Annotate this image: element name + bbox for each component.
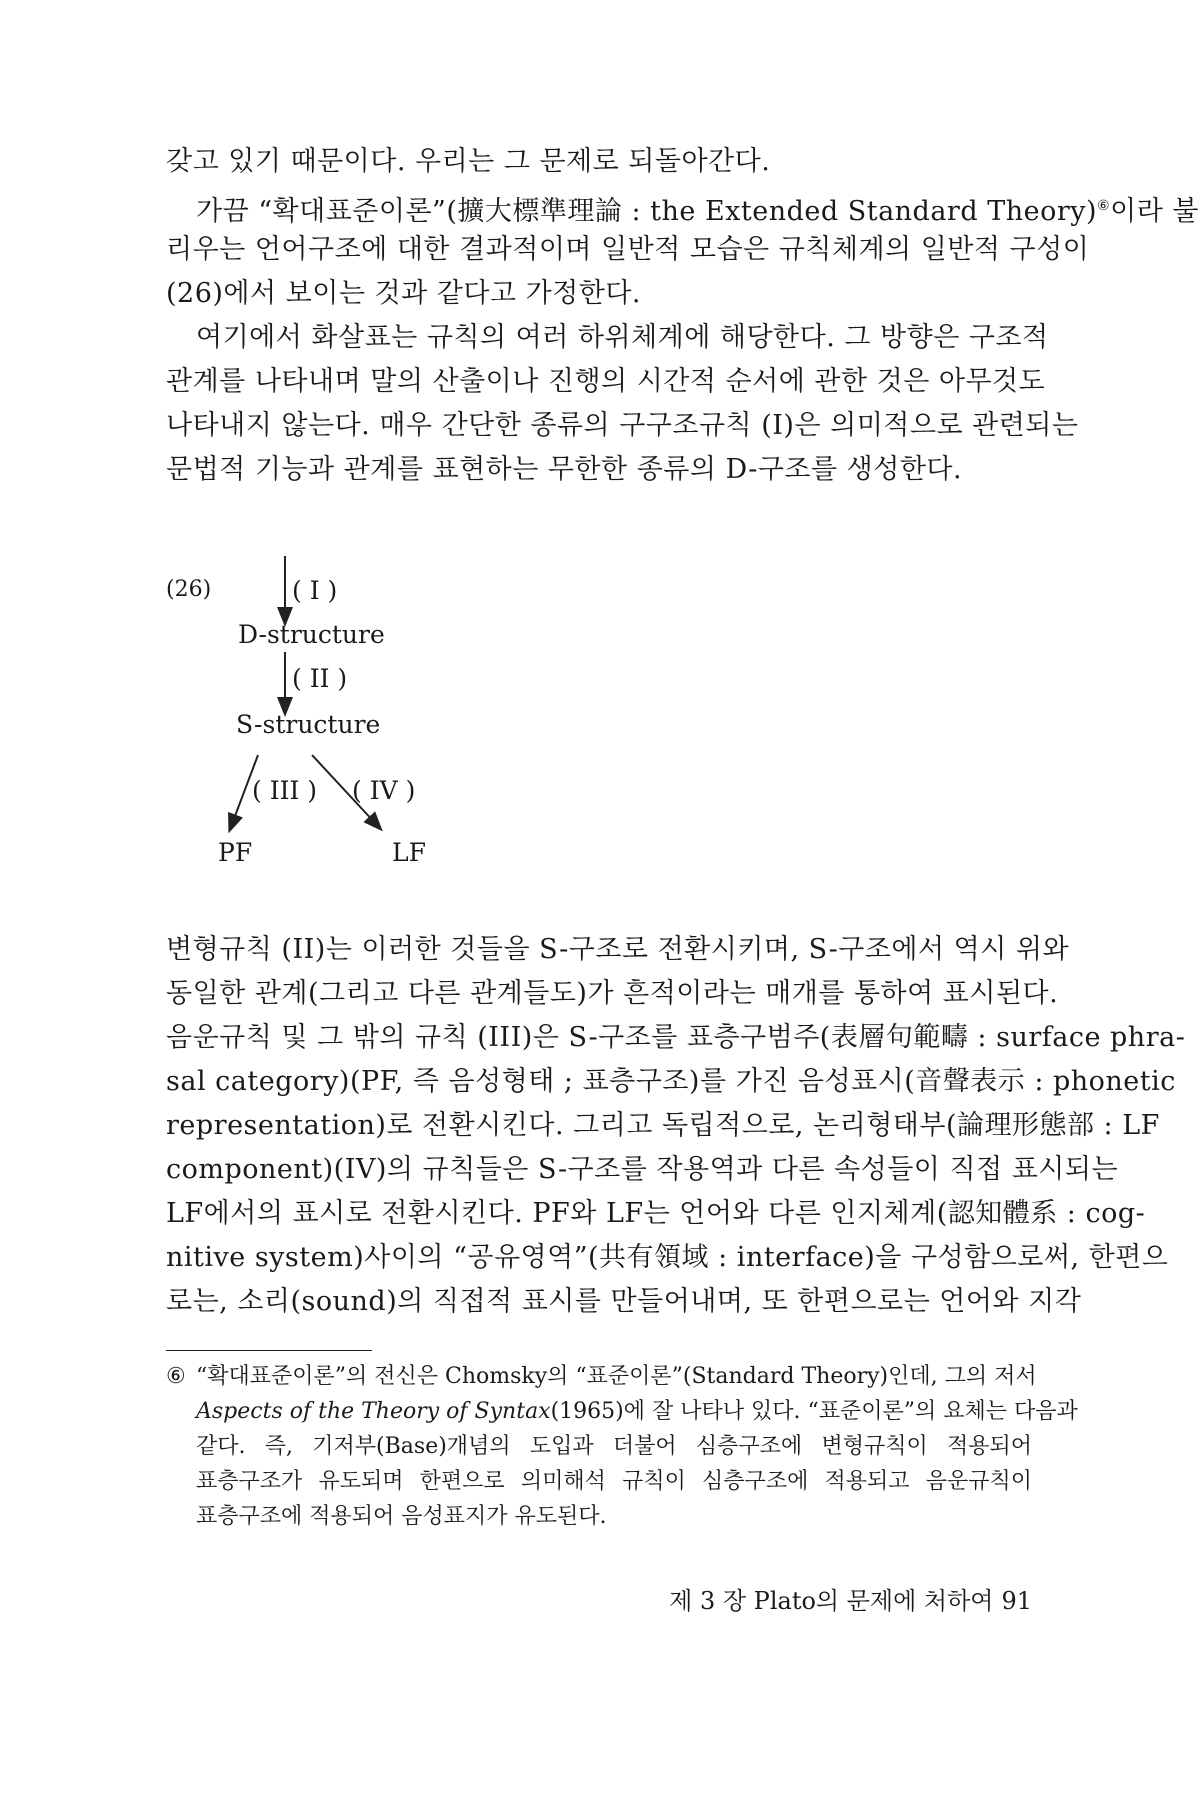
- line-text: 음운규칙 및 그 밖의 규칙 (III)은 S-구조를 표층구범주(表層句範疇 : surface phra-: [166, 1022, 1186, 1053]
- line-text: 여기에서 화살표는 규칙의 여러 하위체계에 해당한다. 그 방향은 구조적: [196, 322, 1049, 353]
- paragraph-line: [166, 1282, 1082, 1322]
- line-text: 가끔 “확대표준이론”(擴大標準理論 : the Extended Standard Theory): [196, 196, 1098, 227]
- d-structure-label: D-structure: [238, 620, 385, 649]
- line-text: 문법적 기능과 관계를 표현하는 무한한 종류의 D-구조를 생성한다.: [166, 454, 963, 485]
- footnote-line-1: [166, 1360, 1037, 1394]
- footnote-line-5: 표층구조에 적용되어 음성표지가 유도된다.: [196, 1504, 607, 1529]
- paragraph-line: [166, 1194, 1146, 1234]
- footnote-line-4: 표층구조가 유도되며 한편으로 의미해석 규칙이 심층구조에 적용되고 음운규칙이: [196, 1469, 1032, 1494]
- line-text: nitive system)사이의 “공유영역”(共有領域 : interface)을 구성함으로써, 한편으: [166, 1242, 1169, 1273]
- pf-label: PF: [218, 838, 253, 867]
- line-text: 리우는 언어구조에 대한 결과적이며 일반적 모습은 규칙체계의 일반적 구성이: [166, 234, 1090, 265]
- rule-2-label: ( II ): [292, 664, 348, 693]
- footnote-rule: [166, 1350, 372, 1351]
- line-text: 변형규칙 (II)는 이러한 것들을 S-구조로 전환시키며, S-구조에서 역시 위와: [166, 934, 1070, 965]
- rule-3-label: ( III ): [252, 776, 318, 805]
- page-number: 91: [1001, 1587, 1032, 1615]
- rule-1-label: ( I ): [292, 576, 338, 605]
- line-text: representation)로 전환시킨다. 그리고 독립적으로, 논리형태부(論理形態部 : LF: [166, 1110, 1160, 1141]
- footnote-mark: ⑥: [166, 1364, 186, 1389]
- example-number: (26): [166, 577, 212, 602]
- paragraph-line: [166, 1106, 1160, 1146]
- line-text: sal category)(PF, 즉 음성형태 ; 표층구조)를 가진 음성표시(音聲表示 : phonetic: [166, 1066, 1176, 1097]
- line-text: 나타내지 않는다. 매우 간단한 종류의 구구조규칙 (I)은 의미적으로 관련되는: [166, 410, 1079, 441]
- lf-label: LF: [392, 838, 426, 867]
- line-text: 관계를 나타내며 말의 산출이나 진행의 시간적 순서에 관한 것은 아무것도: [166, 366, 1046, 397]
- paragraph-line: [166, 1238, 1169, 1278]
- running-footer: [661, 1581, 1032, 1616]
- s-structure-label: S-structure: [236, 710, 381, 739]
- footnote-text-1: “확대표준이론”의 전신은 Chomsky의 “표준이론”(Standard Theory)인데, 그의 저서: [196, 1364, 1037, 1389]
- line-text: 로는, 소리(sound)의 직접적 표시를 만들어내며, 또 한편으로는 언어와 지각: [166, 1286, 1082, 1317]
- chapter-title: 제 3 장 Plato의 문제에 처하여: [669, 1587, 994, 1615]
- line-text: 동일한 관계(그리고 다른 관계들도)가 흔적이라는 매개를 통하여 표시된다.: [166, 978, 1059, 1009]
- book-title: Aspects of the Theory of Syntax: [196, 1399, 551, 1424]
- line-text: LF에서의 표시로 전환시킨다. PF와 LF는 언어와 다른 인지체계(認知體系 : cog-: [166, 1198, 1146, 1229]
- line-tail: 이라 불: [1110, 196, 1199, 227]
- paragraph-line: [166, 1150, 1119, 1190]
- line-text: (26)에서 보이는 것과 같다고 가정한다.: [166, 278, 641, 309]
- footnote-text-2: (1965)에 잘 나타나 있다. “표준이론”의 요체는 다음과: [550, 1399, 1078, 1424]
- line-text: 갖고 있기 때문이다. 우리는 그 문제로 되돌아간다.: [166, 146, 771, 177]
- paragraph-line: [166, 974, 1059, 1014]
- footnote-line-3: 같다. 즉, 기저부(Base)개념의 도입과 더불어 심층구조에 변형규칙이 적용되어: [196, 1434, 1032, 1459]
- rule-4-label: ( IV ): [352, 776, 416, 805]
- paragraph-line: [166, 1062, 1176, 1102]
- footnote-line-2: [196, 1395, 1078, 1429]
- footnote-ref: ⑥: [1097, 198, 1111, 214]
- line-text: component)(IV)의 규칙들은 S-구조를 작용역과 다른 속성들이 직접 표시되는: [166, 1154, 1119, 1185]
- paragraph-line: [166, 1018, 1186, 1058]
- paragraph-line: [166, 930, 1070, 970]
